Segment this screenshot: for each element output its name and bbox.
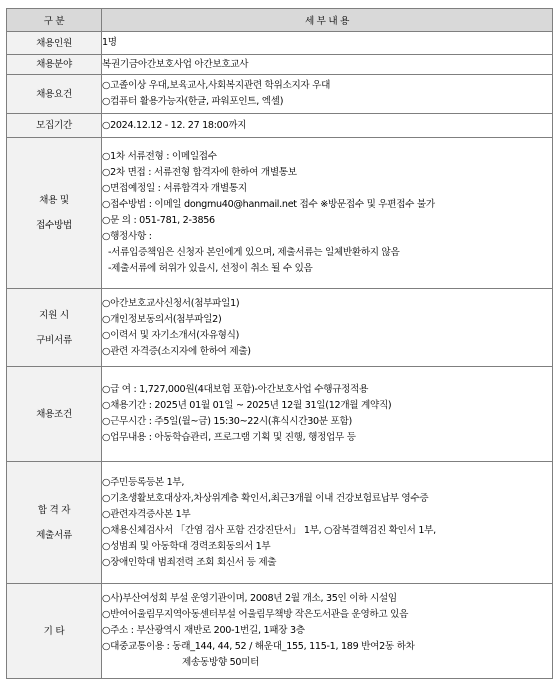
- table-row-documents: [7, 289, 553, 367]
- content-line: ○주소 : 부산광역시 재반로 200-1번길, 1패장 3층: [102, 625, 305, 636]
- content-line: ○근무시간 : 주5일(월~금) 15:30~22시(휴식시간30분 포함): [102, 416, 352, 427]
- table-row-final-documents: [7, 462, 553, 584]
- content-line: ○채용신체검사서 「간염 검사 포함 건강진단서」 1부, ○잠복결핵검진 확인서 1부,: [102, 524, 436, 536]
- row-content-documents: [102, 289, 553, 367]
- row-label-requirements: [7, 75, 102, 114]
- table-row-etc: [7, 584, 553, 679]
- row-label-conditions: [7, 367, 102, 462]
- row-content-requirements: [102, 75, 553, 114]
- content-line: ○컴퓨터 활용가능자(한글, 파워포인트, 엑셀): [102, 96, 284, 107]
- table-row-requirements: [7, 75, 553, 114]
- content-line: ○접수방법 : 이메일 dongmu40@hanmail.net 접수 ※방문접수 및 우편접수 불가: [102, 199, 435, 210]
- content-line: ○채용기간 : 2025년 01월 01일 ~ 2025년 12월 31일(12개월 계약직): [102, 400, 392, 411]
- header-category: 구 분: [7, 9, 102, 32]
- content-line: ○업무내용 : 아동학습관리, 프로그램 기획 및 진행, 행정업무 등: [102, 432, 356, 443]
- content-line: ○주민등록등본 1부,: [102, 476, 185, 488]
- recruitment-table: [6, 8, 553, 679]
- row-content-final-documents: [102, 462, 553, 584]
- table-row-period: [7, 114, 553, 138]
- content-line: -제출서류에 허위가 있을시, 선정이 취소 될 수 있음: [108, 263, 313, 274]
- table-header-row: [7, 9, 553, 32]
- row-label-application-method: [7, 138, 102, 289]
- row-content-etc: [102, 584, 553, 679]
- content-line: ○고졸이상 우대,보육교사,사회복지관련 학위소지자 우대: [102, 80, 331, 91]
- row-label-documents: [7, 289, 102, 367]
- row-label-text: 채용요건: [36, 88, 72, 100]
- content-line: ○급 여 : 1,727,000원(4대보험 포함)-아간보호사업 수행규정적용: [102, 384, 369, 395]
- row-label-final-documents: [7, 462, 102, 584]
- row-label-text: 구비서류: [36, 334, 72, 346]
- content-line: ○관련 자격증(소지자에 한하여 제출): [102, 345, 251, 357]
- row-content-conditions: [102, 367, 553, 462]
- table-row-field: [7, 55, 553, 75]
- table-row-headcount: [7, 32, 553, 55]
- row-label-text: 채용조건: [36, 408, 72, 420]
- row-label-headcount: [7, 32, 102, 55]
- row-content-field: [102, 55, 553, 75]
- content-line: ○개인정보동의서(첨부파일2): [102, 313, 222, 325]
- content-line: -서류입증책임은 신청자 본인에게 있으며, 제출서류는 일체반환하지 않음: [108, 247, 400, 258]
- row-content-period: [102, 114, 553, 138]
- content-line: ○아간보호교사신청서(첨부파일1): [102, 297, 240, 309]
- row-label-text: 채용분야: [36, 59, 72, 70]
- table-row-application-method: [7, 138, 553, 289]
- content-line: ○문 의 : 051-781, 2-3856: [102, 215, 215, 226]
- row-label-text: 기 타: [43, 625, 65, 637]
- content-line: ○2차 면접 : 서류전형 합격자에 한하여 개별통보: [102, 167, 297, 178]
- content-line: ○사)부산여성회 부설 운영기관이며, 2008년 2월 개소, 35인 이하 시설임: [102, 593, 397, 604]
- content-line: ○성범죄 및 아동학대 경력조회동의서 1부: [102, 540, 271, 552]
- row-label-text: 채용인원: [36, 37, 72, 49]
- row-content-headcount: [102, 32, 553, 55]
- content-line: ○기초생활보호대상자,차상위계층 확인서,최근3개월 이내 건강보험료납부 영수증: [102, 492, 429, 504]
- content-line: 1명: [102, 37, 117, 48]
- row-label-period: [7, 114, 102, 138]
- header-details: 세 부 내 용: [102, 9, 553, 32]
- content-line: 제송동방향 50미터: [182, 657, 260, 668]
- row-content-application-method: [102, 138, 553, 289]
- content-line: ○대중교통이용 : 동래_144, 44, 52 / 해운대_155, 115-1, 189 반여2동 하차: [102, 641, 415, 652]
- content-line: ○1차 서류전형 : 이메일접수: [102, 151, 217, 162]
- content-line: ○면접예정일 : 서류합격자 개별통지: [102, 183, 247, 194]
- content-line: ○반여어울림무지역아동센터부설 어울림무책방 작은도서관을 운영하고 있음: [102, 609, 409, 620]
- content-line: ○행정사항 :: [102, 231, 152, 242]
- row-label-text: 합 격 자: [37, 504, 71, 516]
- row-label-etc: [7, 584, 102, 679]
- row-label-text: 지원 시: [39, 309, 69, 321]
- content-line: ○2024.12.12 - 12. 27 18:00까지: [102, 119, 247, 131]
- row-label-text: 모집기간: [36, 120, 72, 131]
- row-label-text: 제출서류: [36, 529, 72, 541]
- row-label-text: 채용 및: [39, 195, 69, 206]
- content-line: ○이력서 및 자기소개서(자유형식): [102, 329, 240, 341]
- content-line: ○관련자격증사본 1부: [102, 508, 191, 520]
- row-label-field: [7, 55, 102, 75]
- content-line: 복권기금아간보호사업 아간보호교사: [102, 58, 249, 70]
- table-row-conditions: [7, 367, 553, 462]
- content-line: ○장애인학대 범죄전력 조회 회신서 등 제출: [102, 556, 277, 568]
- row-label-text: 접수방법: [36, 220, 72, 231]
